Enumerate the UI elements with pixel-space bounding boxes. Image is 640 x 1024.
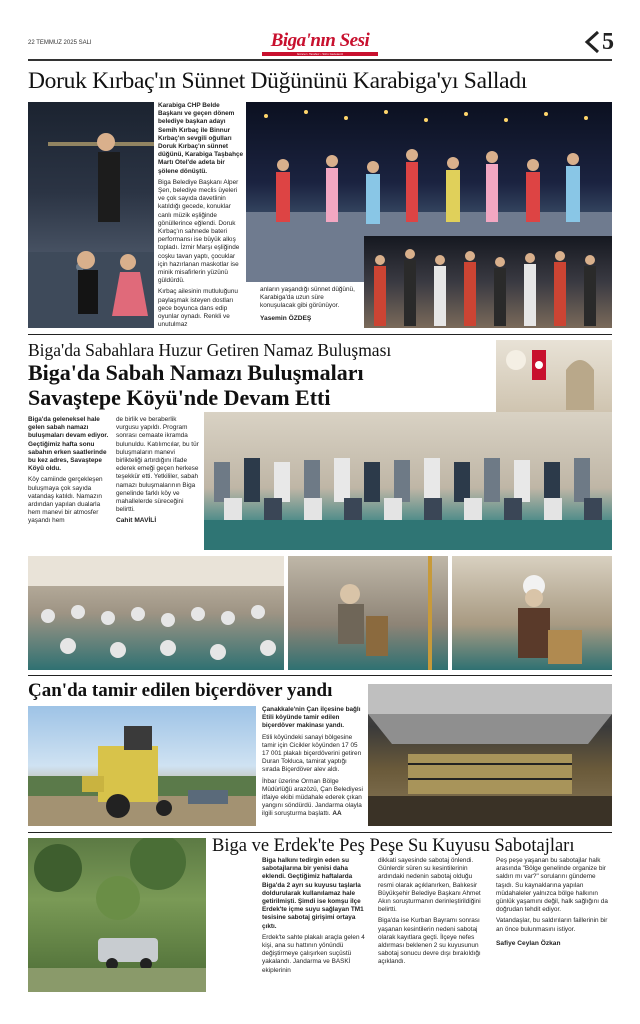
article3-lead: Çanakkale'nin Çan ilçesine bağlı Etili köyünde tamir edilen biçerdöver makinası yandı. (262, 706, 361, 730)
article4-photo-well-site (28, 838, 206, 992)
page-number: 5 (602, 29, 614, 55)
article4-author: Safiye Ceylan Özkan (496, 939, 561, 947)
header-rule (28, 59, 612, 61)
logo-text: Biga'nın Sesi (270, 30, 370, 51)
article2-col1 (28, 416, 112, 529)
article4-p1: Erdek'te sahte plakalı araçla gelen 4 kişi, ana su hattının yönündü değiştirmeye çalışırken suçüstü yakalandı. Jandarma ve BASKİ ekiplerinin (262, 933, 365, 974)
photo-illustration (496, 340, 612, 412)
photo-illustration (28, 838, 206, 992)
article2-headline-line2: Savaştepe Köyü'nde Devam Etti (28, 385, 331, 410)
article1-p2: Kırbaç ailesinin mutluluğunu paylaşmak isteyen dostları gece boyunca dans edip oyunlar oynadı. Renkli ve unutulmaz (158, 288, 238, 329)
article1-lead: Karabiga CHP Belde Başkanı ve geçen dönem belediye başkan adayı Semih Kırbaç ile Binnur Kırbaç'ın sevgili oğulları Doruk Kırbaç'ın sünnet düğünü, Karabiga Taşbahçe Martı Otel'de adeta bir şölene dönüştü. (158, 102, 244, 175)
issue-date: 22 TEMMUZ 2025 SALI (28, 40, 92, 46)
article3-headline: Çan'da tamir edilen biçerdöver yandı (28, 680, 333, 701)
article3-p2: İhbar üzerine Orman Bölge Müdürlüğü arazözü, Çan Belediyesi itfaiye ekibi müdahale ederek çıkan yangını söndürdü. Jandarma olayla ilgili soruşturma başlattı. (262, 777, 363, 818)
article2-p2: de birlik ve beraberlik vurgusu yapıldı. Program sonrası cemaate ikramda bulunuldu. Katılımcılar, bu tür buluşmaların manevi birlikteliği artırdığını ifade ederek emeği geçen herkese teşekkür etti. Yetkililer, sabah namazı buluşmalarının Biga genelinde farklı köy ve mahallelerde süreceğini belirtti. (116, 416, 199, 514)
section-divider-1 (28, 334, 612, 335)
newspaper-logo (256, 28, 384, 58)
article3-source: AA (332, 810, 342, 818)
article1-photo-guests-dancing (364, 236, 612, 328)
article4-col1 (262, 857, 370, 978)
photo-illustration (452, 556, 612, 670)
article3-photo-harvester (28, 706, 256, 826)
logo-tagline: Güncel • Tarafsız • Sizin Gazeteniz (262, 52, 378, 56)
article4-p4: Peş peşe yaşanan bu sabotajlar halk arasında "Bölge genelinde organize bir saldırı mı var?" sorularını gündeme taşıdı. Su kaynaklarına yapılan müdahaleler yalnızca bölge halkının günlük yaşamını değil, halk sağlığını da doğrudan tehdit ediyor. (496, 857, 608, 914)
article1-p3: anların yaşandığı sünnet düğünü, Karabiga'da uzun süre konuşulacak gibi görünüyor. (260, 286, 355, 310)
article2-headline-line1: Biga'da Sabah Namazı Buluşmaları (28, 360, 364, 385)
photo-illustration (288, 556, 448, 670)
article4-lead: Biga halkını tedirgin eden su sabotajlarına bir yenisi daha eklendi. Geçtiğimiz haftalarda Biga'da 2 ayrı su kuyusu taşlarla doldurularak kullanılamaz hale getirilmişti. Şimdi ise komşu ilçe Erdek'te içme suyu sağlayan TM1 tesisine sabotaj girişimi ortaya çıktı. (262, 857, 364, 930)
photo-illustration (28, 556, 284, 670)
article4-headline: Biga ve Erdek'te Peş Peşe Su Kuyusu Sabotajları (212, 836, 575, 856)
article3-photo-burned-interior (368, 684, 612, 826)
article2-p1: Köy camiinde gerçekleşen buluşmaya çok sayıda vatandaş katıldı. Namazın ardından yapılan dualarla hem manevi bir atmosfer yaşandı hem (28, 476, 103, 525)
article4-col2 (378, 857, 486, 970)
article4-p3: Biga'da ise Kurban Bayramı sonrası yaşanan kesintilerin nedeni sabotaj olarak kayıtlara geçti. İlçeye nefes aldırması beklenen 2 su kuyusunun sabotaj sonucu devre dışı bırakıldığı açıklandı. (378, 917, 481, 966)
article4-p5: Vatandaşlar, bu saldırıların faillerinin bir an önce bulunmasını istiyor. (496, 917, 608, 933)
photo-illustration (28, 706, 256, 826)
article2-col2 (116, 416, 200, 529)
article1-photo-boy-dancing (28, 102, 154, 328)
section-divider-2 (28, 675, 612, 676)
article2-author: Cahit MAVİLİ (116, 517, 157, 525)
article1-author: Yasemin ÖZDEŞ (260, 314, 312, 322)
article2-photo-prayer-hall (28, 556, 284, 670)
article2-photo-preacher (452, 556, 612, 670)
photo-illustration (28, 102, 154, 328)
article2-photo-imam-speaking (288, 556, 448, 670)
article1-headline: Doruk Kırbaç'ın Sünnet Düğününü Karabiga'yı Salladı (28, 68, 527, 94)
article1-p1: Biga Belediye Başkanı Alper Şen, belediye meclis üyeleri ve çok sayıda davetlinin katıldığı gecede, konuklar canlı müzik eşliğinde gönüllerince eğlendi. Doruk Kırbaç'ın sahnede bateri performansı ise büyük alkış topladı. İzmir Marşı eşliğinde coşku tavan yaptı, çocuklar için hazırlanan maskotlar ise minik misafirlerin yüzünü güldürdü. (158, 178, 240, 285)
article2-lead: Biga'da geleneksel hale gelen sabah namazı buluşmaları devam ediyor. Geçtiğimiz hafta sonu sabahın erken saatlerinde bu kez adres, Savaştepe Köyü oldu. (28, 416, 109, 473)
article3-body (262, 706, 364, 822)
photo-illustration (368, 684, 612, 826)
article3-p1: Etili köyündeki sanayi bölgesine tamir için Cicikler köyünden 17 05 17 001 plakalı biçerdöverini getiren Duran Tokluca, tamirat yaptığı sırada Biçerdöver alev aldı. (262, 733, 362, 774)
article4-p2: dikkati sayesinde sabotaj önlendi. Günlerdir süren su kesintilerinin ardındaki nedenin sabotaj olduğu resmi olarak açıklanırken, Balıkesir Büyükşehir Belediye Başkanı Ahmet Akın soruşturmanın derinleştirildiğini belirtti. (378, 857, 481, 914)
photo-illustration (204, 412, 612, 550)
article4-col3 (496, 857, 612, 951)
article1-col1 (158, 102, 244, 332)
article2-kicker: Biga'da Sabahlara Huzur Getiren Namaz Buluşması (28, 340, 392, 360)
page-number-box (584, 28, 614, 56)
photo-illustration (364, 236, 612, 328)
article2-photo-group (204, 412, 612, 550)
article2-photo-mosque-interior (496, 340, 612, 412)
section-divider-3 (28, 832, 612, 833)
article1-col2 (260, 286, 360, 326)
page-chevron-icon (584, 30, 600, 54)
